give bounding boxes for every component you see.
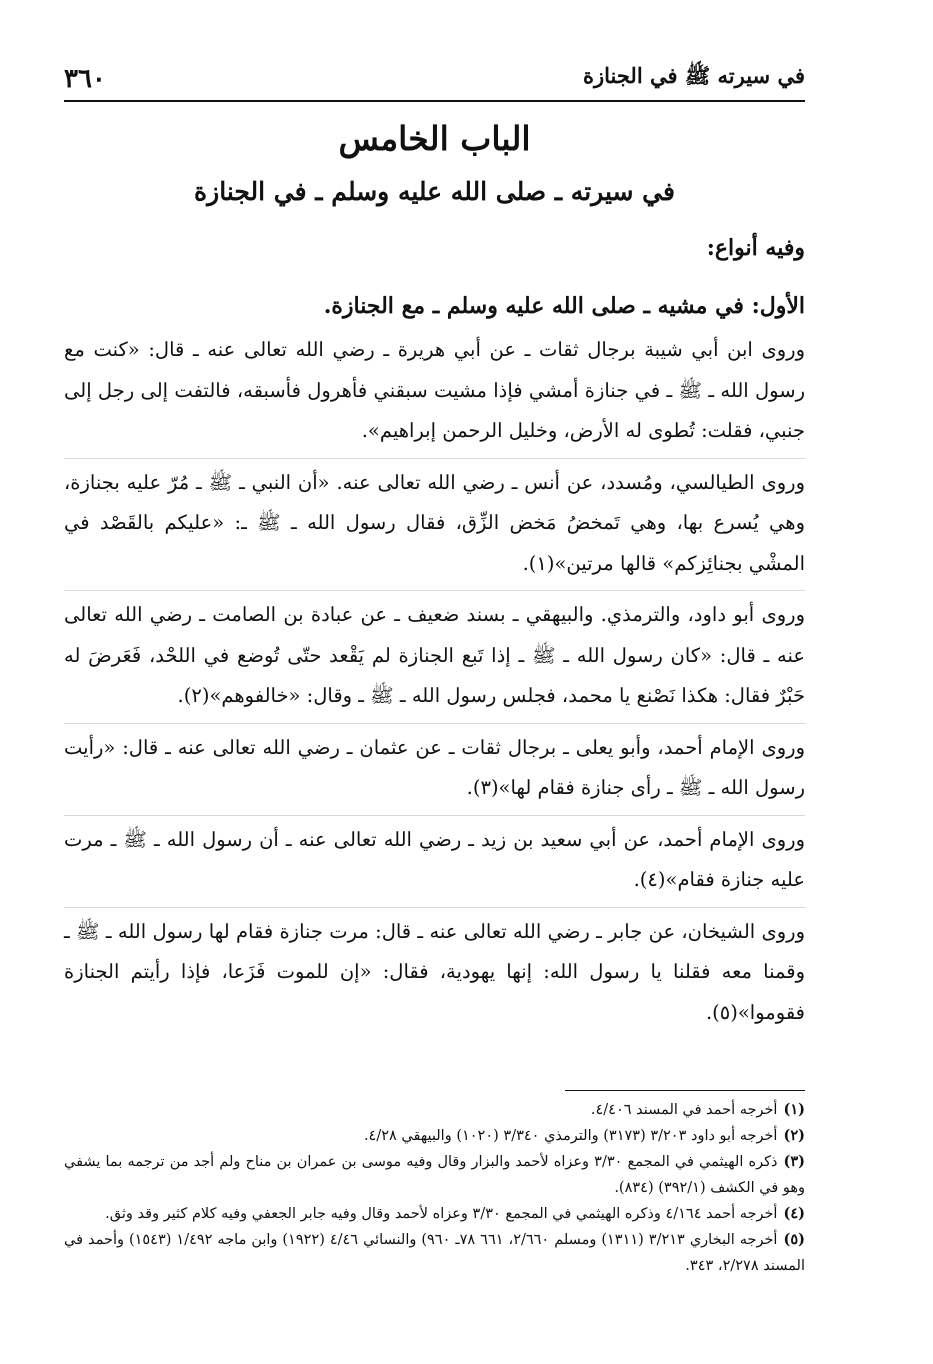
footnotes (64, 1090, 805, 1279)
paragraph: وروى الشيخان، عن جابر ـ رضي الله تعالى عنه ـ قال: مرت جنازة فقام لها رسول الله ـ ﷺ ـ وقمنا معه فقلنا يا رسول الله: إنها يهودية، فقال: «إن للموت فَزَعا، فإذا رأيتم الجنازة فقوموا»(٥). (64, 919, 805, 1024)
paragraph: وروى الإمام أحمد، وأبو يعلى ـ برجال ثقات ـ عن عثمان ـ رضي الله تعالى عنه ـ قال: «رأيت رسول الله ـ ﷺ ـ رأى جنازة فقام لها»(٣). (64, 724, 805, 816)
page-number: ٣٦٠ (64, 64, 106, 94)
footnote (64, 1201, 805, 1227)
running-header (64, 52, 805, 102)
footnote-number: (٤) (783, 1205, 805, 1222)
footnote-text: أخرجه البخاري ٣/٢١٣ (١٣١١) ومسلم ٢/٦٦٠، ٦٦١ ٧٨ـ ٩٦٠) والنسائي ٤/٤٦ (١٩٢٢) وابن ماجه ١/٤٩٢ (١٥٤٣) وأحمد في المسند ٢/٢٧٨، ٣٤٣. (64, 1232, 805, 1274)
footnote-text: أخرجه أحمد ٤/١٦٤ وذكره الهيثمي في المجمع ٣/٣٠ وعزاه لأحمد وقال وفيه جابر الجعفي وفيه كلام كثير وقد وثق. (105, 1206, 778, 1222)
footnote (64, 1227, 805, 1279)
running-header-title: في سيرته ﷺ في الجنازة (583, 63, 805, 88)
footnote-divider (565, 1090, 805, 1091)
footnote-text: أخرجه أبو داود ٣/٢٠٣ (٣١٧٣) والترمذي ٣/٣٤٠ (١٠٢٠) والبيهقي ٤/٢٨. (363, 1128, 778, 1144)
footnote-number: (٣) (783, 1153, 805, 1170)
footnote-number: (١) (783, 1101, 805, 1118)
paragraph: وروى الطيالسي، ومُسدد، عن أنس ـ رضي الله تعالى عنه. «أن النبي ـ ﷺ ـ مُرّ عليه بجنازة، وهي يُسرع بها، وهي تَمخضُ مَخض الزِّق، فقال رسول الله ـ ﷺ ـ: «عليكم بالقَصْد في المشْي بجنائِزكم» قالها مرتين»(١). (64, 459, 805, 592)
paragraph: وروى أبو داود، والترمذي. والبيهقي ـ بسند ضعيف ـ عن عبادة بن الصامت ـ رضي الله تعالى عنه ـ قال: «كان رسول الله ـ ﷺ ـ إذا تَبع الجنازة لم يَقْعد حتّى تُوضع في اللحْد، فَعَرضَ له حَبْرٌ فقال: هكذا نَصْنع يا محمد، فجلس رسول الله ـ ﷺ ـ وقال: «خالفوهم»(٢). (64, 591, 805, 724)
footnote-number: (٢) (783, 1127, 805, 1144)
chapter-intro: وفيه أنواع: (706, 235, 805, 261)
footnote-text: أخرجه أحمد في المسند ٤/٤٠٦. (590, 1102, 778, 1118)
chapter-subtitle: في سيرته ـ صلى الله عليه وسلم ـ في الجنازة (194, 177, 675, 206)
footnote (64, 1123, 805, 1149)
paragraph: وروى الإمام أحمد، عن أبي سعيد بن زيد ـ رضي الله تعالى عنه ـ أن رسول الله ـ ﷺ ـ مرت عليه جنازة فقام»(٤). (64, 816, 805, 908)
section-heading: الأول: في مشيه ـ صلى الله عليه وسلم ـ مع الجنازة. (323, 293, 805, 319)
page-body (64, 110, 805, 1039)
paragraph: وروى ابن أبي شيبة برجال ثقات ـ عن أبي هريرة ـ رضي الله تعالى عنه ـ قال: «كنت مع رسول الله ـ ﷺ ـ في جنازة أمشي فإذا مشيت سبقني فأهرول فأسبقه، فالتفت إلى رجل إلى جنبي، فقلت: تُطوى له الأرض، وخليل الرحمن إبراهيم». (64, 326, 805, 459)
chapter-title: الباب الخامس (338, 119, 531, 158)
footnote (64, 1097, 805, 1123)
footnote-number: (٥) (783, 1231, 806, 1248)
footnote-text: ذكره الهيثمي في المجمع ٣/٣٠ وعزاه لأحمد والبزار وقال وفيه موسى بن عمران بن مناح ولم أجد من ترجمه بما يشفي وهو في الكشف (٣٩٢/١) (٨٣٤). (64, 1154, 805, 1196)
footnote (64, 1149, 805, 1201)
